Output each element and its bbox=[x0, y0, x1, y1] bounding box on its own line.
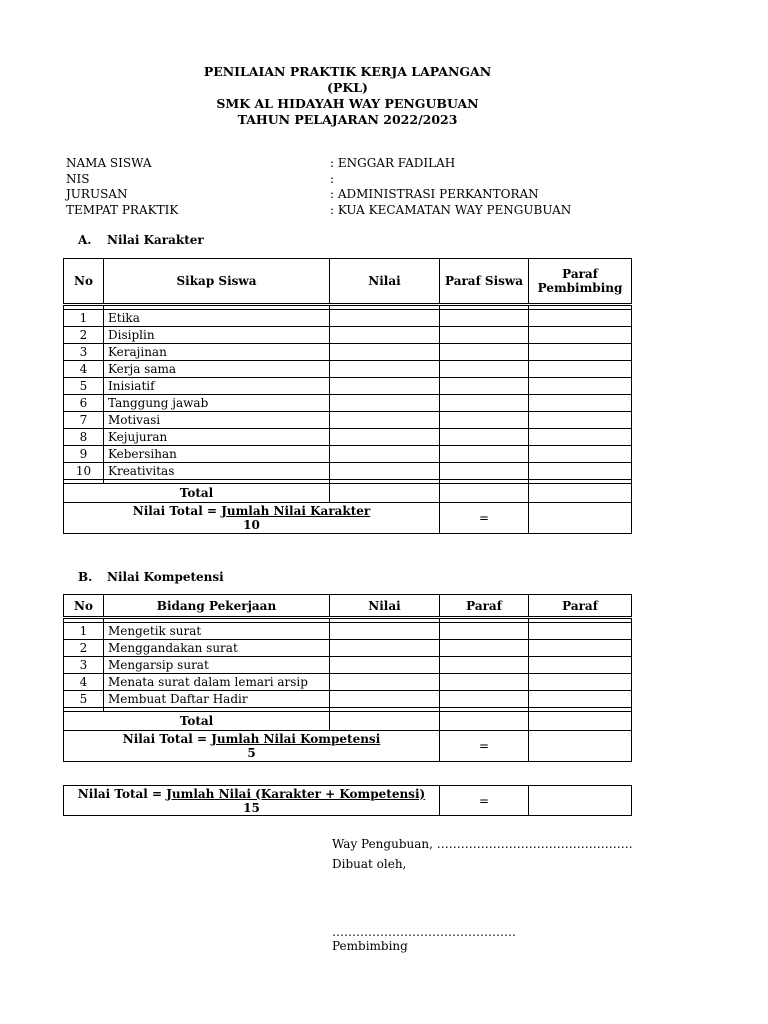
table-row bbox=[64, 361, 632, 378]
nilai-cell[interactable] bbox=[330, 463, 440, 480]
table-row bbox=[64, 623, 632, 640]
header-paraf-line1: Paraf bbox=[562, 267, 598, 281]
row-no: 7 bbox=[64, 412, 104, 429]
row-item: Motivasi bbox=[104, 412, 330, 429]
info-label: NAMA SISWA bbox=[66, 156, 152, 170]
table-row bbox=[64, 327, 632, 344]
final-formula-row bbox=[64, 786, 632, 816]
header-nilai: Nilai bbox=[330, 595, 440, 618]
paraf-cell[interactable] bbox=[529, 361, 632, 378]
paraf-cell[interactable] bbox=[529, 657, 632, 674]
table-row bbox=[64, 429, 632, 446]
header-paraf-line2: Pembimbing bbox=[537, 281, 623, 295]
header-paraf: Paraf bbox=[529, 595, 632, 618]
row-no: 4 bbox=[64, 674, 104, 691]
section-a-heading bbox=[78, 233, 204, 247]
info-label: NIS bbox=[66, 171, 90, 186]
paraf-cell[interactable] bbox=[440, 327, 529, 344]
paraf-cell[interactable] bbox=[529, 640, 632, 657]
row-no: 10 bbox=[64, 463, 104, 480]
row-item: Disiplin bbox=[104, 327, 330, 344]
table-row bbox=[64, 412, 632, 429]
signer-role: Pembimbing bbox=[332, 939, 408, 953]
info-value: : ENGGAR FADILAH bbox=[330, 156, 456, 170]
title-line-2: (PKL) bbox=[327, 80, 368, 95]
nilai-cell[interactable] bbox=[330, 344, 440, 361]
document-title bbox=[0, 64, 695, 128]
total-paraf-cell[interactable] bbox=[440, 712, 529, 731]
total-label: Total bbox=[64, 712, 330, 731]
formula-row bbox=[64, 503, 632, 534]
table-row bbox=[64, 640, 632, 657]
nilai-cell[interactable] bbox=[330, 623, 440, 640]
table-row bbox=[64, 344, 632, 361]
section-letter: B. bbox=[78, 570, 93, 584]
nilai-cell[interactable] bbox=[330, 412, 440, 429]
student-info bbox=[66, 156, 686, 218]
total-nilai-cell[interactable] bbox=[330, 484, 440, 503]
paraf-cell[interactable] bbox=[440, 446, 529, 463]
header-nilai: Nilai bbox=[330, 259, 440, 305]
formula-prefix: Nilai Total = bbox=[132, 504, 222, 518]
formula-denominator: 5 bbox=[247, 746, 256, 760]
paraf-cell[interactable] bbox=[440, 429, 529, 446]
table-row bbox=[64, 310, 632, 327]
nilai-cell[interactable] bbox=[330, 310, 440, 327]
table-header-row bbox=[64, 595, 632, 618]
formula-cell bbox=[64, 503, 440, 534]
title-line-3: SMK AL HIDAYAH WAY PENGUBUAN bbox=[216, 96, 479, 111]
nilai-cell[interactable] bbox=[330, 640, 440, 657]
paraf-cell[interactable] bbox=[529, 344, 632, 361]
nilai-cell[interactable] bbox=[330, 395, 440, 412]
row-no: 5 bbox=[64, 378, 104, 395]
total-paraf-cell[interactable] bbox=[529, 484, 632, 503]
section-b-heading bbox=[78, 570, 224, 584]
final-total-table bbox=[63, 785, 632, 816]
paraf-cell[interactable] bbox=[440, 623, 529, 640]
row-no: 6 bbox=[64, 395, 104, 412]
section-letter: A. bbox=[78, 233, 92, 247]
formula-numerator: Jumlah Nilai Karakter bbox=[221, 504, 371, 518]
table-row bbox=[64, 657, 632, 674]
section-title: Nilai Karakter bbox=[107, 233, 204, 247]
row-no: 8 bbox=[64, 429, 104, 446]
row-item: Tanggung jawab bbox=[104, 395, 330, 412]
nilai-cell[interactable] bbox=[330, 327, 440, 344]
row-no: 2 bbox=[64, 327, 104, 344]
nilai-cell[interactable] bbox=[330, 378, 440, 395]
total-paraf-cell[interactable] bbox=[529, 712, 632, 731]
nilai-cell[interactable] bbox=[330, 446, 440, 463]
formula-numerator: Jumlah Nilai (Karakter + Kompetensi) bbox=[166, 786, 426, 801]
row-item: Menggandakan surat bbox=[104, 640, 330, 657]
table-row bbox=[64, 378, 632, 395]
formula-numerator: Jumlah Nilai Kompetensi bbox=[211, 732, 381, 746]
header-paraf: Paraf bbox=[440, 595, 529, 618]
paraf-cell[interactable] bbox=[440, 361, 529, 378]
row-item: Mengetik surat bbox=[104, 623, 330, 640]
row-no: 5 bbox=[64, 691, 104, 708]
row-item: Menata surat dalam lemari arsip bbox=[104, 674, 330, 691]
table-row bbox=[64, 674, 632, 691]
formula-row bbox=[64, 731, 632, 762]
paraf-cell[interactable] bbox=[440, 310, 529, 327]
row-no: 9 bbox=[64, 446, 104, 463]
total-label: Total bbox=[64, 484, 330, 503]
row-item: Kebersihan bbox=[104, 446, 330, 463]
karakter-table bbox=[63, 258, 632, 534]
table-row bbox=[64, 691, 632, 708]
formula-cell bbox=[64, 731, 440, 762]
info-row-jurusan bbox=[66, 187, 686, 203]
table-row bbox=[64, 446, 632, 463]
result-cell[interactable] bbox=[529, 731, 632, 762]
row-item: Kerajinan bbox=[104, 344, 330, 361]
info-row-nama bbox=[66, 156, 686, 172]
total-nilai-cell[interactable] bbox=[330, 712, 440, 731]
paraf-cell[interactable] bbox=[440, 674, 529, 691]
paraf-cell[interactable] bbox=[440, 395, 529, 412]
formula-prefix: Nilai Total = bbox=[77, 786, 167, 801]
paraf-cell[interactable] bbox=[440, 344, 529, 361]
paraf-cell[interactable] bbox=[440, 412, 529, 429]
nilai-cell[interactable] bbox=[330, 657, 440, 674]
header-no: No bbox=[64, 259, 104, 305]
row-item: Mengarsip surat bbox=[104, 657, 330, 674]
info-value: : ADMINISTRASI PERKANTORAN bbox=[330, 187, 539, 201]
section-title: Nilai Kompetensi bbox=[107, 570, 224, 584]
formula-denominator: 10 bbox=[243, 518, 260, 532]
row-no: 2 bbox=[64, 640, 104, 657]
formula-denominator: 15 bbox=[243, 800, 260, 815]
header-sikap: Sikap Siswa bbox=[104, 259, 330, 305]
table-row bbox=[64, 395, 632, 412]
info-row-tempat bbox=[66, 203, 686, 219]
info-label: TEMPAT PRAKTIK bbox=[66, 202, 179, 217]
row-item: Kejujuran bbox=[104, 429, 330, 446]
total-row bbox=[64, 484, 632, 503]
header-bidang: Bidang Pekerjaan bbox=[104, 595, 330, 618]
nilai-cell[interactable] bbox=[330, 691, 440, 708]
final-formula-cell bbox=[64, 786, 440, 816]
title-line-4: TAHUN PELAJARAN 2022/2023 bbox=[237, 112, 458, 127]
paraf-cell[interactable] bbox=[440, 640, 529, 657]
row-no: 3 bbox=[64, 657, 104, 674]
row-item: Membuat Daftar Hadir bbox=[104, 691, 330, 708]
equals-cell: = bbox=[440, 731, 529, 762]
info-label: JURUSAN bbox=[66, 187, 128, 201]
nilai-cell[interactable] bbox=[330, 361, 440, 378]
header-paraf-pembimbing bbox=[529, 259, 632, 305]
table-row bbox=[64, 463, 632, 480]
row-no: 1 bbox=[64, 310, 104, 327]
nilai-cell[interactable] bbox=[330, 429, 440, 446]
row-item: Etika bbox=[104, 310, 330, 327]
result-cell[interactable] bbox=[529, 503, 632, 534]
equals-cell: = bbox=[440, 503, 529, 534]
title-line-1: PENILAIAN PRAKTIK KERJA LAPANGAN bbox=[203, 64, 492, 79]
row-item: Kerja sama bbox=[104, 361, 330, 378]
row-no: 1 bbox=[64, 623, 104, 640]
paraf-cell[interactable] bbox=[529, 310, 632, 327]
paraf-cell[interactable] bbox=[529, 623, 632, 640]
paraf-cell[interactable] bbox=[529, 429, 632, 446]
final-result-cell[interactable] bbox=[529, 786, 632, 816]
info-row-nis bbox=[66, 172, 686, 188]
signature-line: ………………………………………. bbox=[332, 925, 516, 939]
header-no: No bbox=[64, 595, 104, 618]
row-item: Kreativitas bbox=[104, 463, 330, 480]
paraf-cell[interactable] bbox=[529, 378, 632, 395]
paraf-cell[interactable] bbox=[529, 395, 632, 412]
formula-prefix: Nilai Total = bbox=[122, 732, 212, 746]
row-no: 3 bbox=[64, 344, 104, 361]
paraf-cell[interactable] bbox=[529, 674, 632, 691]
paraf-cell[interactable] bbox=[529, 691, 632, 708]
info-value: : KUA KECAMATAN WAY PENGUBUAN bbox=[330, 202, 572, 217]
paraf-cell[interactable] bbox=[440, 378, 529, 395]
paraf-cell[interactable] bbox=[440, 657, 529, 674]
total-paraf-cell[interactable] bbox=[440, 484, 529, 503]
paraf-cell[interactable] bbox=[440, 463, 529, 480]
made-by-label: Dibuat oleh, bbox=[332, 857, 407, 871]
total-row bbox=[64, 712, 632, 731]
table-header-row bbox=[64, 259, 632, 305]
paraf-cell[interactable] bbox=[440, 691, 529, 708]
nilai-cell[interactable] bbox=[330, 674, 440, 691]
paraf-cell[interactable] bbox=[529, 327, 632, 344]
info-value: : bbox=[330, 171, 335, 186]
place-date: Way Pengubuan, …………………………………………. bbox=[332, 837, 633, 851]
kompetensi-table bbox=[63, 594, 632, 762]
row-no: 4 bbox=[64, 361, 104, 378]
paraf-cell[interactable] bbox=[529, 446, 632, 463]
equals-cell: = bbox=[440, 786, 529, 816]
row-item: Inisiatif bbox=[104, 378, 330, 395]
header-paraf-siswa: Paraf Siswa bbox=[440, 259, 529, 305]
paraf-cell[interactable] bbox=[529, 463, 632, 480]
paraf-cell[interactable] bbox=[529, 412, 632, 429]
